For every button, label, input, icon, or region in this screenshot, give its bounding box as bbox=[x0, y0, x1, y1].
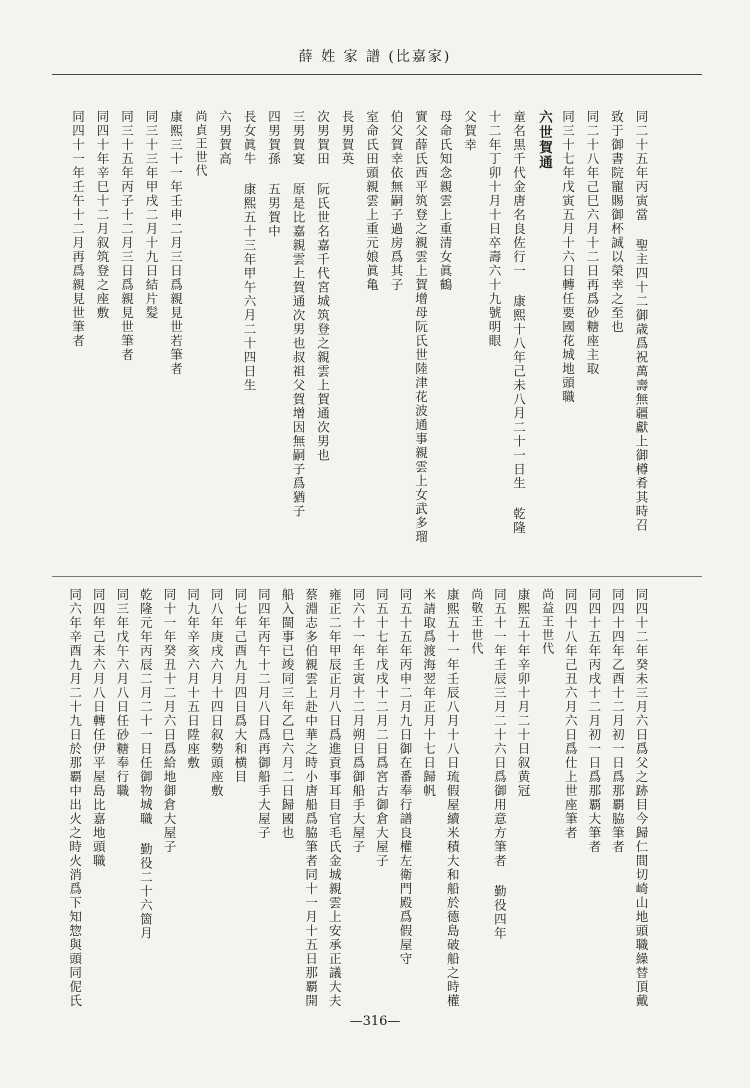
text-column: 四男賀孫 五男賀中 bbox=[266, 110, 282, 239]
text-column: 父賀幸 bbox=[462, 110, 478, 152]
text-column: 同六年辛酉九月二十九日於那覇中出火之時火消爲下知惣與頭同伲氏 bbox=[67, 588, 83, 1008]
text-column: 長女眞牛 康熙五十三年甲午六月二十四日生 bbox=[242, 110, 257, 393]
text-column: 同四十四年乙酉十二月初一日爲那覇脇筆者 bbox=[610, 588, 626, 854]
text-column: 伯父賀幸依無嗣子過房爲其子 bbox=[389, 110, 404, 292]
upper-text-block bbox=[60, 110, 650, 560]
text-column: 同三十三年甲戌二月十九日結片髪 bbox=[144, 110, 159, 320]
lower-text-block bbox=[60, 588, 650, 1008]
text-column: 同四十一年壬午十二月再爲親見世筆者 bbox=[70, 110, 86, 348]
text-column: 同五十七年戊戌十二月二日爲宮古御倉大屋子 bbox=[374, 588, 390, 868]
section-divider bbox=[52, 576, 702, 577]
text-column: 同五十五年丙申二月九日御在番奉行譜良權左衛門殿爲假屋守 bbox=[398, 588, 413, 966]
text-column: 童名黒千代金唐名良佐行一 康熙十八年己未八月二十一日生 乾隆 bbox=[511, 110, 527, 535]
text-column: 同十一年癸丑十二月六日爲給地御倉大屋子 bbox=[162, 588, 177, 854]
text-column: 米請取爲渡海翌年正月十七日歸帆 bbox=[421, 588, 437, 798]
text-column: 六世賀通 bbox=[536, 110, 552, 170]
text-column: 同九年辛亥六月十五日陞座敷 bbox=[185, 588, 201, 770]
text-column: 六男賀高 bbox=[217, 110, 233, 166]
text-column: 三男賀宴 原是比嘉親雲上賀通次男也叔祖父賀增因無嗣子爲猶子 bbox=[291, 110, 306, 519]
text-column: 同四十年辛巳十二月叙筑登之座敷 bbox=[95, 110, 110, 320]
text-column: 致于御書院寵賜御杯誠以榮幸之至也 bbox=[609, 110, 625, 334]
text-column: 次男賀田 阮氏世名嘉千代宮城筑登之親雲上賀通次男也 bbox=[315, 110, 331, 463]
text-column: 實父薛氏西平筑登之親雲上賀增母阮氏世陸津花波通事親雲上女武多瑠 bbox=[413, 110, 429, 544]
text-column: 同四十二年癸未三月六日爲父之跡目今歸仁間切崎山地頭職繰替頂戴 bbox=[634, 588, 649, 1008]
text-column: 同七年己酉九月四日爲大和横目 bbox=[232, 588, 248, 784]
text-column: 尚敬王世代 bbox=[469, 588, 484, 656]
text-column: 同三年戊午六月八日任砂糖奉行職 bbox=[114, 588, 130, 798]
text-column: 十二年丁卯十月十日卒壽六十九號明眼 bbox=[487, 110, 502, 348]
text-column: 康熙三十一年壬申二月三日爲親見世若筆者 bbox=[168, 110, 184, 376]
text-column: 同二十五年丙寅當 聖主四十二御歳爲祝萬壽無疆獻上御樽肴其時召 bbox=[634, 110, 649, 533]
text-column: 同四年丙午十二月八日爲再御船手大屋子 bbox=[256, 588, 272, 840]
text-column: 同五十一年壬辰三月二十六日爲御用意方筆者 勤役四年 bbox=[492, 588, 508, 941]
text-column: 同三十七年戊寅五月十六日轉任要國花城地頭職 bbox=[560, 110, 576, 404]
text-column: 同四十八年己丑六月六日爲仕上世座筆者 bbox=[563, 588, 579, 840]
text-column: 康熙五十一年壬辰八月十八日琉假屋續米積大和船於德島破船之時權 bbox=[445, 588, 461, 1008]
text-column: 雍正二年甲辰正月八日爲進貢事耳目官毛氏金城親雲上安承正議大夫 bbox=[327, 588, 343, 1008]
header-rule bbox=[52, 74, 702, 75]
text-column: 同六十一年壬寅十二月朔日爲御船手大屋子 bbox=[350, 588, 366, 854]
text-column: 船入閩事已竣同三年乙巳六月二日歸國也 bbox=[280, 588, 295, 840]
text-column: 康熙五十年辛卯十月二十日叙黄冠 bbox=[516, 588, 531, 798]
text-column: 乾隆元年丙辰二月二十一日任御物城職 勤役二十六箇月 bbox=[138, 588, 154, 941]
text-column: 同三十五年丙子十二月三日爲親見世筆者 bbox=[119, 110, 135, 362]
text-column: 同八年庚戌六月十四日叙勢頭座敷 bbox=[209, 588, 225, 798]
page-number: —316— bbox=[349, 1014, 401, 1029]
text-column: 母命氏知念親雲上重清女眞鶴 bbox=[438, 110, 453, 292]
text-column: 尚貞王世代 bbox=[194, 110, 208, 178]
text-column: 同二十八年己巳六月十二日再爲砂糖座主取 bbox=[585, 110, 600, 376]
page-header-title: 薛 姓 家 譜 (比嘉家) bbox=[298, 49, 452, 65]
text-column: 尚益王世代 bbox=[540, 588, 555, 656]
text-column: 室命氏田頭親雲上重元娘眞亀 bbox=[364, 110, 380, 292]
text-column: 同四年己未六月八日轉任伊平屋島比嘉地頭職 bbox=[91, 588, 107, 868]
text-column: 同四十五年丙戌十二月初一日爲那覇大筆者 bbox=[586, 588, 602, 854]
text-column: 蔡淵志多伯親雲上赴中華之時小唐船爲脇筆者同十一月十五日那覇開 bbox=[303, 588, 319, 1008]
text-column: 長男賀英 bbox=[340, 110, 355, 166]
